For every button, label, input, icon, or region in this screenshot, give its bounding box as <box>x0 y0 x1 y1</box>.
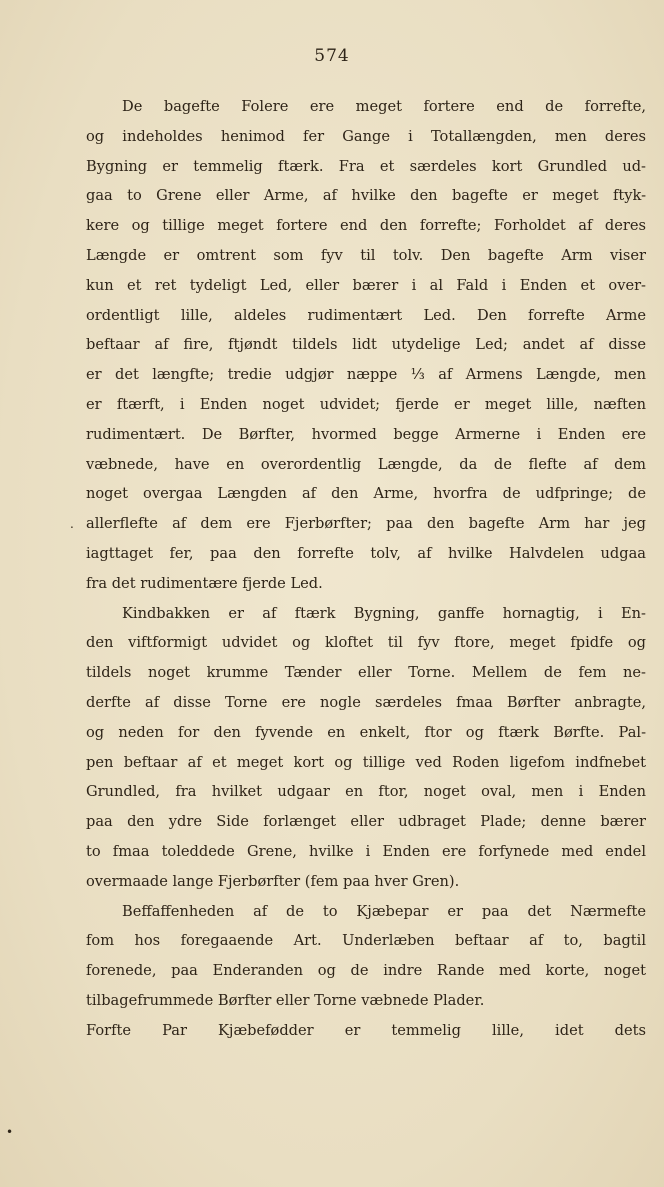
text-line: derfte af disse Torne ere nogle særdeles fmaa Børfter anbragte, <box>86 693 646 711</box>
text-line: allerflefte af dem ere Fjerbørfter; paa den bagefte Arm har jeg <box>86 515 646 533</box>
text-line: Bygning er temmelig ftærk. Fra et særdeles kort Grundled ud- <box>86 157 646 175</box>
text-line: iagttaget fer, paa den forrefte tolv, af hvilke Halvdelen udgaa <box>86 544 646 562</box>
text-line: Kindbakken er af ftærk Bygning, ganffe hornagtig, i En- <box>122 604 646 622</box>
text-line: Grundled, fra hvilket udgaar en ftor, noget oval, men i Enden <box>86 783 646 801</box>
text-line: forenede, paa Enderanden og de indre Rande med korte, noget <box>86 962 646 980</box>
text-line: rudimentært. De Børfter, hvormed begge Armerne i Enden ere <box>86 425 646 443</box>
text-line: er det længfte; tredie udgjør næppe ⅓ af Armens Længde, men <box>86 366 646 384</box>
text-line: og neden for den fyvende en enkelt, ftor og ftærk Børfte. Pal- <box>86 723 646 741</box>
text-line: gaa to Grene eller Arme, af hvilke den bagefte er meget ftyk- <box>86 187 646 205</box>
text-line: noget overgaa Længden af den Arme, hvorfra de udfpringe; de <box>86 485 646 503</box>
text-line: kere og tillige meget fortere end den forrefte; Forholdet af deres <box>86 217 646 235</box>
margin-bullet: • <box>6 1125 14 1139</box>
text-line: væbnede, have en overordentlig Længde, da de flefte af dem <box>86 455 646 473</box>
page-number: 574 <box>314 46 350 66</box>
text-line: Forfte Par Kjæbefødder er temmelig lille, idet dets <box>86 1021 646 1039</box>
text-line: tildels noget krumme Tænder eller Torne. Mellem de fem ne- <box>86 664 646 682</box>
text-line: tilbagefrummede Børfter eller Torne væbnede Plader. <box>86 991 485 1009</box>
text-line: beftaar af fire, ftjøndt tildels lidt utydelige Led; andet af disse <box>86 336 646 354</box>
margin-dot: . <box>70 517 74 531</box>
text-line: pen beftaar af et meget kort og tillige ved Roden ligefom indfnebet <box>86 753 646 771</box>
text-line: kun et ret tydeligt Led, eller bærer i al Fald i Enden et over- <box>86 276 646 294</box>
body-text <box>86 92 646 1046</box>
text-line: Beffaffenheden af de to Kjæbepar er paa det Nærmefte <box>122 902 646 920</box>
text-line: Længde er omtrent som fyv til tolv. Den bagefte Arm viser <box>86 246 646 264</box>
text-line: to fmaa toleddede Grene, hvilke i Enden ere forfynede med endel <box>86 842 646 860</box>
text-line: ordentligt lille, aldeles rudimentært Led. Den forrefte Arme <box>86 306 646 324</box>
text-line: og indeholdes henimod fer Gange i Totallængden, men deres <box>86 127 646 145</box>
text-line: fom hos foregaaende Art. Underlæben beftaar af to, bagtil <box>86 932 646 950</box>
text-line: overmaade lange Fjerbørfter (fem paa hver Gren). <box>86 872 460 890</box>
text-line: De bagefte Folere ere meget fortere end de forrefte, <box>122 98 646 115</box>
text-line: paa den ydre Side forlænget eller udbraget Plade; denne bærer <box>86 813 646 831</box>
text-line: er ftærft, i Enden noget udvidet; fjerde er meget lille, næften <box>86 395 646 413</box>
text-line: den viftformigt udvidet og kloftet til fyv ftore, meget fpidfe og <box>86 634 646 652</box>
text-line: fra det rudimentære fjerde Led. <box>86 574 323 592</box>
